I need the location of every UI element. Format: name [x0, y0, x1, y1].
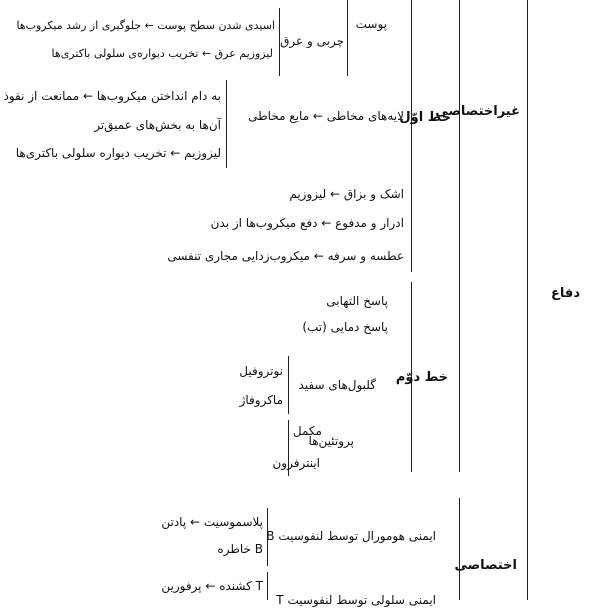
- complement-text: مکمل: [292, 424, 322, 438]
- macrophage-text: ماکروفاژ: [239, 393, 283, 407]
- skin-label: پوست: [355, 17, 387, 31]
- inflammation-text: پاسخ التهابی: [326, 294, 388, 308]
- specific-label: اختصاصی: [454, 558, 517, 573]
- sweat-oil-label: چربی و عرق: [280, 34, 344, 48]
- mucus-deep-text: آن‌ها به بخش‌های عمیق‌تر: [94, 118, 221, 132]
- cellular-label: ایمنی سلولی توسط لنفوسیت T: [276, 593, 436, 607]
- line2-label: خط دوّم: [395, 370, 448, 385]
- bracket-specific: [459, 498, 460, 600]
- bracket-line1: [411, 0, 412, 272]
- bracket-skin: [347, 0, 348, 76]
- mucus-trap-text: به دام انداختن میکروب‌ها ← ممانعت از نفوذ: [3, 89, 221, 103]
- memory-b-text: B خاطره: [217, 542, 263, 556]
- sneeze-cough-text: عطسه و سرفه ← میکروب‌زدایی مجاری تنفسی: [167, 249, 404, 263]
- skin-lysozyme-text: لیزوزیم عرق ← تخریب دیواره‌ی سلولی باکتری‌ها: [51, 47, 273, 60]
- humoral-label: ایمنی هومورال توسط لنفوسیت B: [266, 529, 436, 543]
- mucus-lysozyme-text: لیزوزیم ← تخریب دیواره سلولی باکتری‌ها: [15, 146, 221, 160]
- mucus-label: لایه‌های مخاطی ← مایع مخاطی: [248, 109, 404, 123]
- interferon-text: اینترفرون: [272, 456, 320, 470]
- killer-t-text: T کشنده ← پرفورین: [161, 579, 263, 593]
- skin-acidic-text: اسیدی شدن سطح پوست ← جلوگیری از رشد میکروب‌ها: [16, 19, 275, 32]
- bracket-defense: [527, 0, 528, 600]
- fever-text: پاسخ دمایی (تب): [302, 320, 388, 334]
- urine-feces-text: ادرار و مدفوع ← دفع میکروب‌ها از بدن: [210, 216, 404, 230]
- line1-label: خط اوّل: [399, 110, 451, 125]
- bracket-mucus-effects: [226, 80, 227, 168]
- bracket-nonspecific: [459, 0, 460, 472]
- tears-saliva-text: اشک و بزاق ← لیزوزیم: [289, 187, 404, 201]
- nonspecific-label: غیراختصاصی: [435, 104, 520, 119]
- plasma-text: پلاسموسیت ← پادتن: [161, 515, 263, 529]
- proteins-label: پروتئین‌ها: [308, 434, 354, 448]
- neutrophil-text: نوتروفیل: [239, 364, 283, 378]
- bracket-wbc: [288, 356, 289, 414]
- defense-label: دفاع: [551, 286, 580, 301]
- wbc-label: گلبول‌های سفید: [298, 378, 376, 392]
- bracket-cellular-effects: [267, 572, 268, 600]
